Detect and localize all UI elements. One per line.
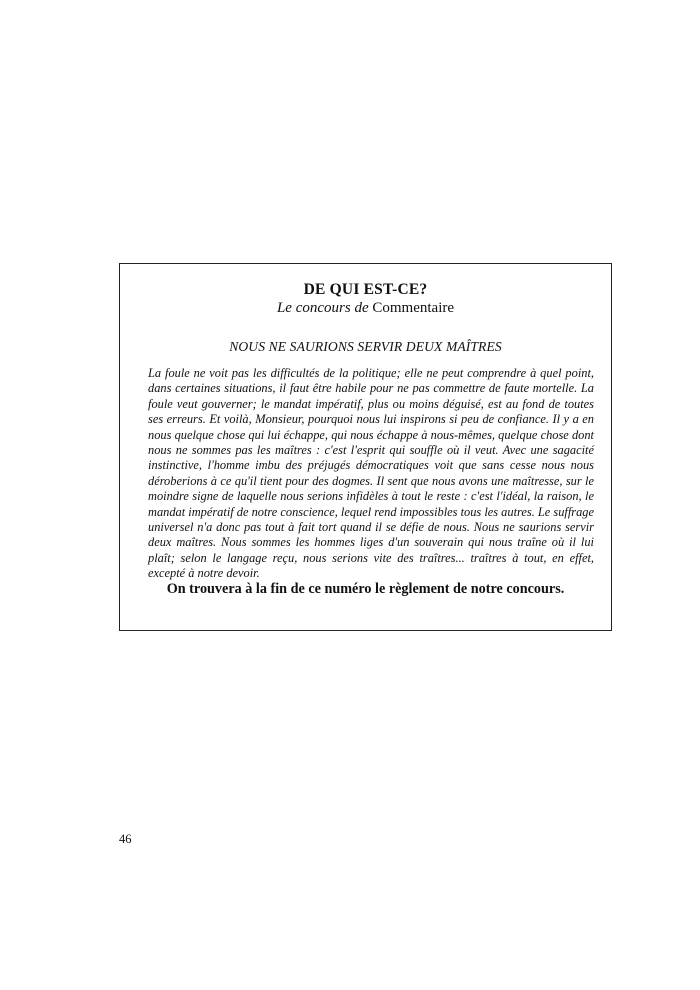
quote-body: La foule ne voit pas les difficultés de la politique; elle ne peut comprendre à quel point, dans certaines situations, il faut être habile pour ne pas commettre de faute mortelle. La foule veut gouverner; le mandat impératif, plus ou moins déguisé, est au fond de toutes ses erreurs. Et voilà, Monsieur, pourquoi nous lui inspirons si peu de confiance. Il y a en nous quelque chose qui lui échappe, qui nous échappe à nous-mêmes, quelque chose dont nous ne sommes pas les maîtres : c'est l'esprit qui souffle où il veut. Avec une sagacité instinctive, l'homme imbu des préjugés démocratiques voit que sans cesse nous nous déroberions à ce qu'il tient pour des dogmes. Il sent que nous avons une maîtresse, sur le moindre signe de laquelle nous serions infidèles à tout le reste : c'est l'idéal, la raison, le mandat impératif de notre conscience, lequel rend impossibles tous les autres. Le suffrage universel n'a donc pas tout à fait tort quand il se défie de nous. Nous ne saurions servir deux maîtres. Nous sommes les hommes liges d'un souverain qui nous traîne où il lui plaît; selon le langage reçu, nous serions vite des traîtres... traîtres à tout, en effet, excepté à notre devoir. [148, 366, 595, 581]
contest-box [119, 263, 612, 631]
page-number: 46 [119, 832, 132, 846]
contest-notice: On trouvera à la fin de ce numéro le règlement de notre concours. [166, 581, 565, 597]
box-subtitle [120, 300, 611, 317]
box-title: DE QUI EST-CE? [303, 281, 428, 298]
subtitle-journal-name: Commentaire [372, 300, 455, 316]
quote-heading: NOUS NE SAURIONS SERVIR DEUX MAÎTRES [229, 339, 502, 354]
subtitle-italic: Le concours de [276, 300, 369, 316]
